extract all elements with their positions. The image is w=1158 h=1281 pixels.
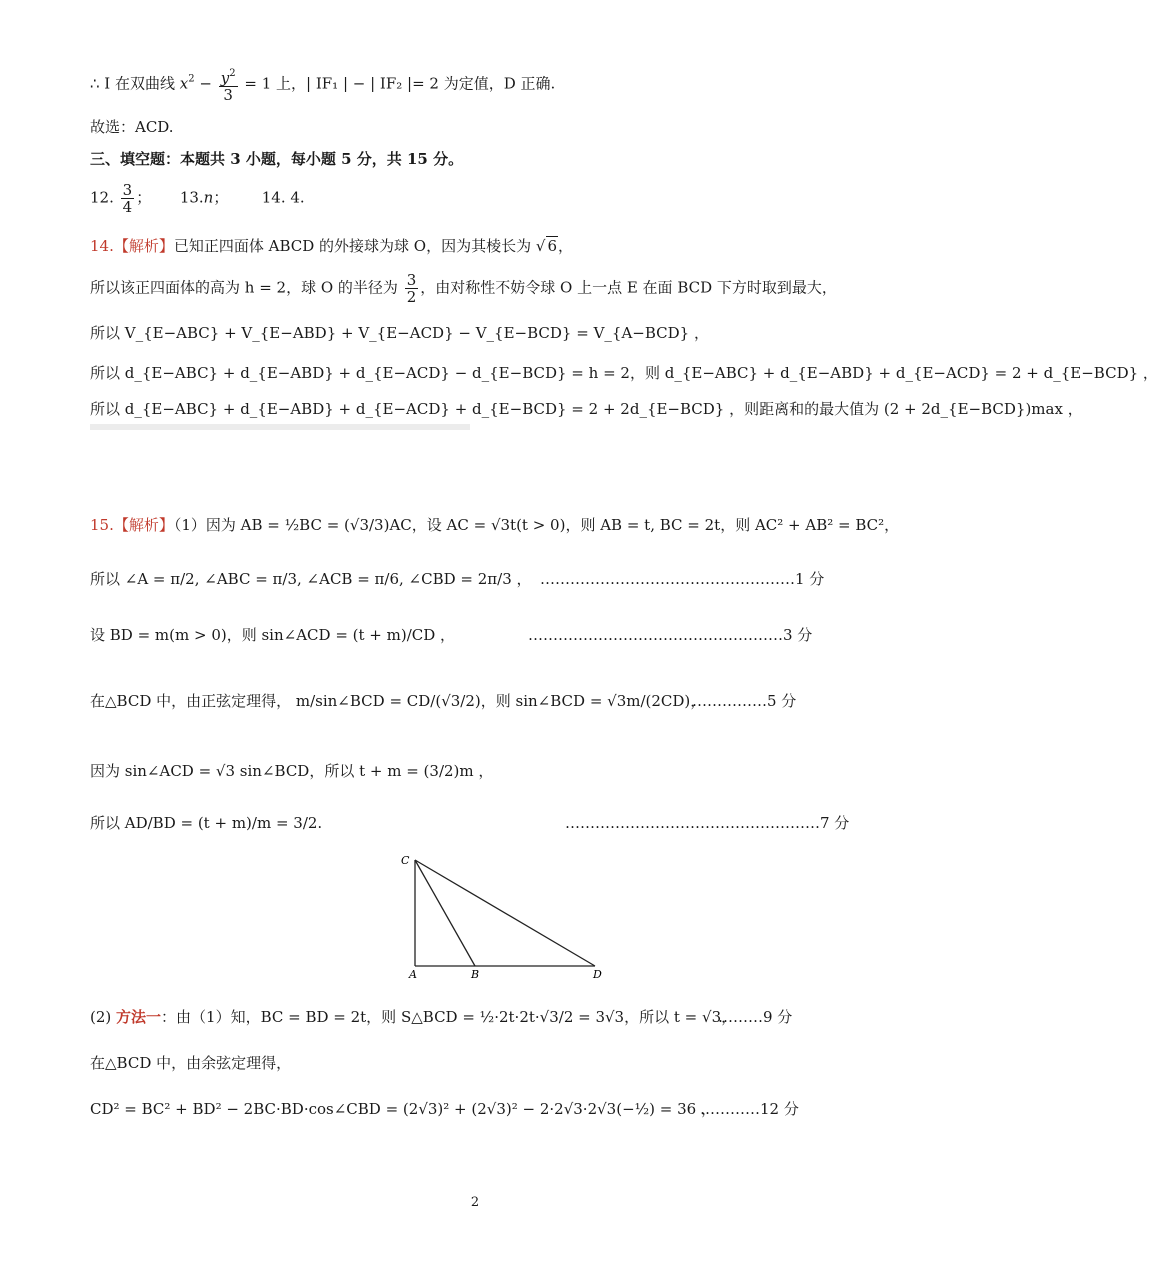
q14-line-1: 14.【解析】已知正四面体 ABCD 的外接球为球 O，因为其棱长为 √ 6，	[90, 237, 573, 255]
triangle-figure	[395, 848, 615, 980]
q15-part2-line-3: CD² = BC² + BD² − 2BC·BD·cos∠CBD = (2√3)² + (2√3)² − 2·2√3·2√3(−½) = 36 ，	[90, 1100, 716, 1118]
cut-off-line	[90, 424, 470, 430]
label-a: A	[409, 968, 417, 981]
score-5: ……………5 分	[692, 692, 797, 710]
label-d: D	[593, 968, 602, 981]
q15-line-6: 所以 AD/BD = (t + m)/m = 3/2.	[90, 814, 323, 832]
answer-choice: 故选：ACD.	[90, 118, 174, 136]
score-9: ………9 分	[718, 1008, 793, 1026]
score-12: …………12 分	[700, 1100, 799, 1118]
method-one-tag: 方法一	[116, 1008, 162, 1026]
q14-tag: 14.【解析】	[90, 237, 174, 255]
q15-part2-line-2: 在△BCD 中，由余弦定理得，	[90, 1054, 292, 1072]
q15-line-4: 在△BCD 中，由正弦定理得， m/sin∠BCD = CD/(√3/2)，则 sin∠BCD = √3m/(2CD)，	[90, 692, 706, 710]
page-number: 2	[470, 1195, 480, 1210]
q15-line-1: 15.【解析】（1）因为 AB = ½BC = (√3/3)AC，设 AC = √3t(t > 0)，则 AB = t, BC = 2t，则 AC² + AB² = BC²，	[90, 516, 900, 534]
section-heading: 三、填空题：本题共 3 小题，每小题 5 分，共 15 分。	[90, 150, 464, 168]
score-7: ……………………………………………7 分	[565, 814, 850, 832]
hyperbola-conclusion: ∴ I 在双曲线 $x^2$ − $\frac{y^2}{3}$ = 1 上，| IF₁ | − | IF₂ |= 2 为定值，D 正确.	[90, 68, 556, 104]
q14-line-3: 所以 V_{E−ABC} + V_{E−ABD} + V_{E−ACD} − V_{E−BCD} = V_{A−BCD} ，	[90, 324, 709, 342]
q15-tag: 15.【解析】	[90, 516, 174, 534]
score-1: ……………………………………………1 分	[540, 570, 825, 588]
q14-line-4: 所以 d_{E−ABC} + d_{E−ABD} + d_{E−ACD} − d_{E−BCD} = h = 2，则 d_{E−ABC} + d_{E−ABD} + d_{E−ACD} = 2 + d_{E−BCD} ，	[90, 364, 1158, 382]
q14-line-5: 所以 d_{E−ABC} + d_{E−ABD} + d_{E−ACD} + d_{E−BCD} = 2 + 2d_{E−BCD} ，则距离和的最大值为 (2 + 2d_{E−BCD})max ，	[90, 400, 1083, 418]
q15-part2-line-1: (2) 方法一：由（1）知，BC = BD = 2t，则 S△BCD = ½·2t·2t·√3/2 = 3√3，所以 t = √3，	[90, 1008, 737, 1026]
score-3: ……………………………………………3 分	[528, 626, 813, 644]
q15-line-2: 所以 ∠A = π/2, ∠ABC = π/3, ∠ACB = π/6, ∠CBD = 2π/3 ，	[90, 570, 532, 588]
q15-line-5: 因为 sin∠ACD = √3 sin∠BCD，所以 t + m = (3/2)m ，	[90, 762, 494, 780]
side-cd	[415, 860, 595, 966]
fill-answers: 12. $\frac{3}{4}$ ； 13.n； 14. 4.	[90, 181, 305, 216]
label-c: C	[401, 854, 410, 867]
q15-line-3: 设 BD = m(m > 0)，则 sin∠ACD = (t + m)/CD ，	[90, 626, 456, 644]
side-cb	[415, 860, 475, 966]
label-b: B	[471, 968, 480, 981]
q14-line-2: 所以该正四面体的高为 h = 2，球 O 的半径为 $\frac{3}{2}$ ，由对称性不妨令球 O 上一点 E 在面 BCD 下方时取到最大，	[90, 271, 837, 306]
